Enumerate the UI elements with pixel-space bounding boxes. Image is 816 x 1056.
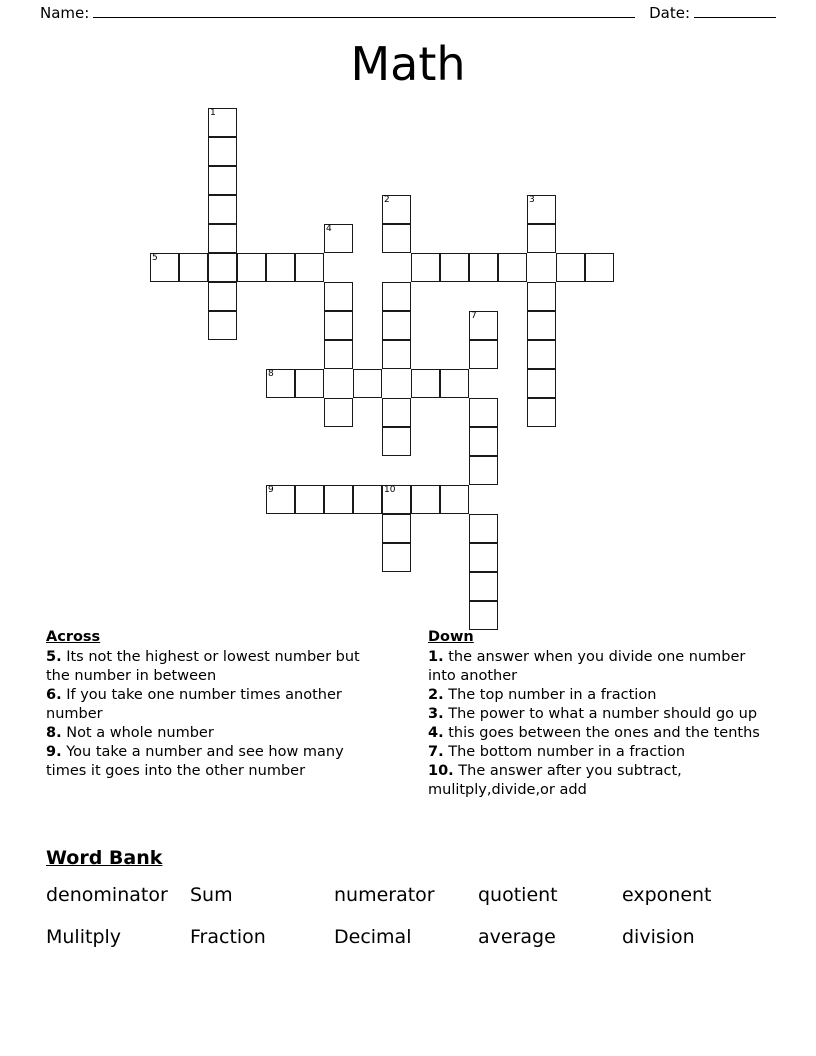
crossword-cell[interactable] [469,311,498,340]
down-clue-list [428,648,770,800]
crossword-cell[interactable] [469,398,498,427]
crossword-cell-number: 2 [384,195,390,205]
clue-number: 2. [428,687,444,703]
crossword-cell[interactable] [382,485,411,514]
crossword-cell[interactable] [382,514,411,543]
crossword-cell-number: 3 [529,195,535,205]
clue-item-across-8 [46,724,388,743]
crossword-cell[interactable] [469,253,498,282]
word-bank-word: Fraction [190,926,266,948]
clue-number: 10. [428,763,454,779]
clue-item-across-6 [46,686,388,724]
crossword-cell[interactable] [324,485,353,514]
crossword-cell[interactable] [527,369,556,398]
crossword-cell[interactable] [324,340,353,369]
clue-text: You take a number and see how many times it goes into the other number [46,744,344,779]
clue-text: The bottom number in a fraction [443,744,686,760]
crossword-cell[interactable] [382,340,411,369]
clue-number: 3. [428,706,444,722]
crossword-cell[interactable] [150,253,179,282]
across-heading: Across [46,629,101,645]
crossword-cell[interactable] [382,282,411,311]
crossword-cell[interactable] [411,485,440,514]
crossword-cell[interactable] [266,253,295,282]
crossword-cell[interactable] [324,224,353,253]
crossword-cell[interactable] [324,311,353,340]
word-bank-word: average [478,926,556,948]
word-bank-section [46,845,776,951]
clue-number: 8. [46,725,62,741]
crossword-cell-number: 10 [384,485,396,495]
page-title: Math [350,37,466,91]
crossword-cell[interactable] [208,282,237,311]
crossword-cell[interactable] [585,253,614,282]
crossword-cell[interactable] [295,253,324,282]
clue-number: 5. [46,649,62,665]
clue-item-down-10 [428,762,770,800]
crossword-cell[interactable] [295,485,324,514]
crossword-cell[interactable] [353,369,382,398]
crossword-cell[interactable] [527,311,556,340]
crossword-cell-number: 7 [471,311,477,321]
word-bank-word: exponent [622,884,712,906]
crossword-cell[interactable] [498,253,527,282]
crossword-cell[interactable] [208,253,237,282]
word-bank-word: division [622,926,695,948]
crossword-cell[interactable] [382,398,411,427]
crossword-cell[interactable] [440,369,469,398]
crossword-cell[interactable] [324,282,353,311]
name-label: Name: [40,4,90,22]
across-clue-list [46,648,388,781]
word-bank-word: quotient [478,884,558,906]
clues-section [46,628,770,800]
crossword-cell[interactable] [469,601,498,630]
crossword-cell[interactable] [469,543,498,572]
clue-item-down-2 [428,686,770,705]
crossword-cell[interactable] [469,514,498,543]
crossword-cell[interactable] [179,253,208,282]
word-bank-word: numerator [334,884,435,906]
crossword-cell[interactable] [527,224,556,253]
crossword-cell[interactable] [382,311,411,340]
crossword-cell[interactable] [295,369,324,398]
crossword-cell[interactable] [208,195,237,224]
crossword-cell[interactable] [266,369,295,398]
clue-item-across-5 [46,648,388,686]
clue-text: Not a whole number [61,725,214,741]
clue-item-down-1 [428,648,770,686]
crossword-cell[interactable] [382,195,411,224]
clue-text: If you take one number times another number [46,687,342,722]
word-bank-list [46,881,776,951]
worksheet-header [0,0,816,26]
clue-text: The power to what a number should go up [443,706,758,722]
clue-text: this goes between the ones and the tenths [443,725,760,741]
crossword-cell[interactable] [469,572,498,601]
crossword-cell[interactable] [411,253,440,282]
crossword-cell[interactable] [440,253,469,282]
crossword-cell[interactable] [382,427,411,456]
crossword-cell[interactable] [527,282,556,311]
crossword-cell[interactable] [382,224,411,253]
word-bank-word: Decimal [334,926,412,948]
clue-item-down-7 [428,743,770,762]
crossword-cell[interactable] [324,398,353,427]
clue-number: 6. [46,687,62,703]
crossword-cell-number: 1 [210,108,216,118]
down-clues-column [428,628,770,800]
crossword-cell-number: 5 [152,253,158,263]
across-clues-column [46,628,388,800]
crossword-cell[interactable] [208,108,237,137]
word-bank-word: Sum [190,884,233,906]
clue-item-down-3 [428,705,770,724]
crossword-cell[interactable] [556,253,585,282]
crossword-grid [150,108,620,628]
clue-number: 1. [428,649,444,665]
clue-text: The answer after you subtract, mulitply,divide,or add [428,763,682,798]
crossword-cell-number: 9 [268,485,274,495]
clue-item-across-9 [46,743,388,781]
crossword-cell[interactable] [469,427,498,456]
crossword-cell[interactable] [469,340,498,369]
crossword-cell[interactable] [411,369,440,398]
word-bank-word: denominator [46,884,168,906]
crossword-cell[interactable] [382,543,411,572]
crossword-cell[interactable] [266,485,295,514]
clue-text: Its not the highest or lowest number but the number in between [46,649,360,684]
clue-item-down-4 [428,724,770,743]
crossword-cell[interactable] [208,137,237,166]
clue-number: 4. [428,725,444,741]
clue-text: The top number in a fraction [443,687,657,703]
clue-number: 9. [46,744,62,760]
crossword-cell[interactable] [208,311,237,340]
clue-text: the answer when you divide one number into another [428,649,746,684]
crossword-cell-number: 8 [268,369,274,379]
crossword-cell[interactable] [527,195,556,224]
date-label: Date: [649,4,690,22]
word-bank-word: Mulitply [46,926,122,948]
word-bank-heading: Word Bank [46,847,163,869]
name-input-line[interactable] [93,4,635,18]
crossword-cell[interactable] [527,340,556,369]
crossword-cell[interactable] [237,253,266,282]
crossword-cell-number: 4 [326,224,332,234]
crossword-cell[interactable] [527,398,556,427]
crossword-cell[interactable] [208,224,237,253]
crossword-cell[interactable] [440,485,469,514]
date-input-line[interactable] [694,4,776,18]
down-heading: Down [428,629,474,645]
crossword-cell[interactable] [208,166,237,195]
crossword-cell[interactable] [353,485,382,514]
crossword-cell[interactable] [469,456,498,485]
clue-number: 7. [428,744,444,760]
